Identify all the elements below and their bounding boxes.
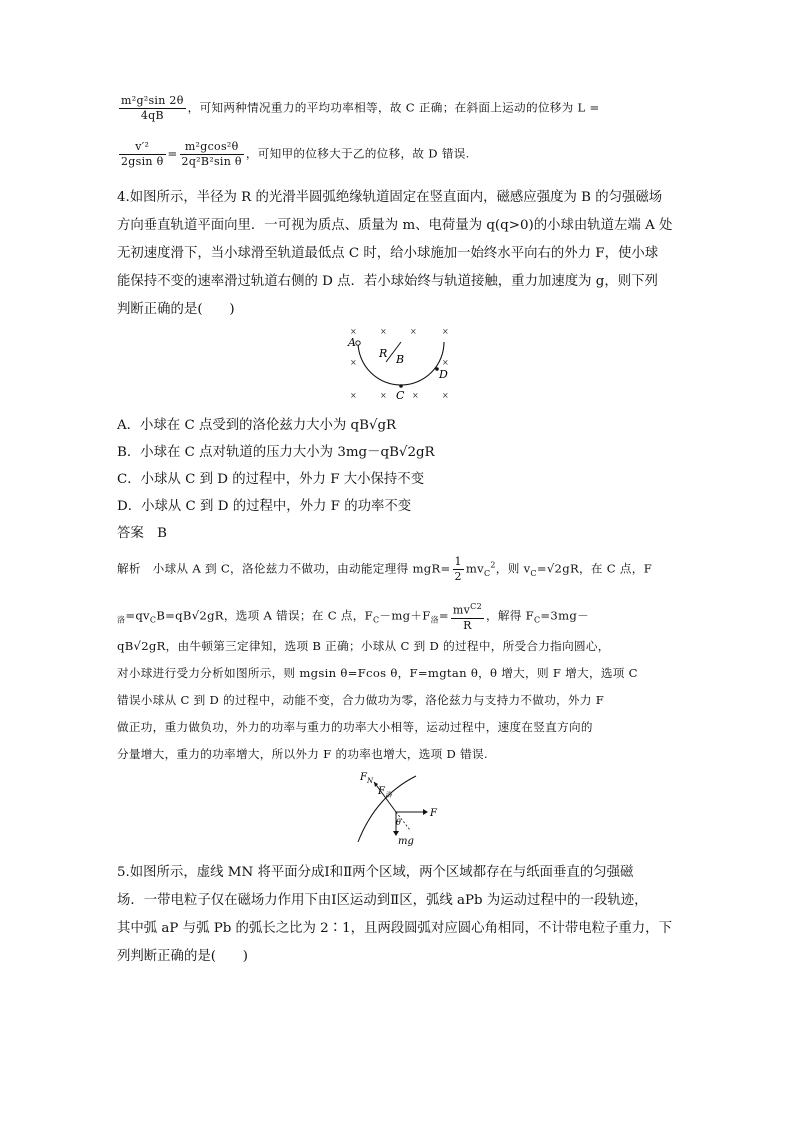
q4-option: C．小球从 C 到 D 的过程中，外力 F 大小保持不变 — [117, 472, 425, 487]
semicircle-track-figure — [330, 322, 460, 402]
svg-text:×: × — [380, 327, 387, 336]
fraction: $\frac{\text{m²gcos²θ}}{\text{2q²B²sin θ}}$ — [181, 140, 242, 168]
fig1-label: R — [379, 347, 388, 360]
q5-stem-line: 其中弧 aP 与弧 Pb 的弧长之比为 2∶1，且两段圆弧对应圆心角相同，不计带电粒子重力，下 — [117, 921, 672, 936]
fig1-label: C — [396, 389, 405, 402]
fig2-label: $F_洛$ — [378, 786, 392, 799]
fraction: $\frac{\text{v′²}}{\text{2gsin θ}}$ — [121, 140, 164, 168]
fraction: $\frac{mv^{C2}}{R}$ — [452, 602, 482, 632]
q4-option: B．小球在 C 点对轨道的压力大小为 3mg－qB√2gR — [117, 445, 435, 460]
q5-stem-line: 5.如图所示，虚线 MN 将平面分成Ⅰ和Ⅱ两个区域，两个区域都存在与纸面垂直的匀强磁 — [117, 865, 634, 880]
svg-text:×: × — [350, 327, 357, 336]
prev-solution-line-2: $\frac{\text{v′²}}{\text{2gsin θ}}$ = $\frac{\text{m²gcos²θ}}{\text{2q²B²sin θ}}$ ，可知甲的位移大于乙的位移，故 D 错误. — [121, 140, 470, 168]
fig2-label: $F_N$ — [360, 772, 374, 785]
q4-stem-line: 4.如图所示，半径为 R 的光滑半圆弧绝缘轨道固定在竖直面内，磁感应强度为 B 的匀强磁场 — [117, 190, 663, 205]
prev-solution-line-1: $\frac{\text{m²g²sin 2θ}}{4qB}$ ，可知两种情况重力的平均功率相等，故 C 正确；在斜面上运动的位移为 L = — [121, 94, 600, 122]
q4-solution-line: 错误小球从 C 到 D 的过程中，动能不变，合力做功为零，洛伦兹力与支持力不做功，外力 F — [117, 693, 605, 707]
q4-solution-line: 分量增大，重力的功率增大，所以外力 F 的功率也增大，选项 D 错误. — [117, 747, 488, 761]
point-c — [399, 384, 403, 388]
svg-text:×: × — [380, 391, 387, 400]
svg-text:×: × — [350, 391, 357, 400]
fraction: $\frac{1}{2}$ — [454, 555, 462, 583]
q4-stem-line: 方向垂直轨道平面向里．一可视为质点、质量为 m、电荷量为 q(q>0)的小球由轨道左端 A 处 — [117, 218, 673, 233]
q4-solution-line: $_洛=qv_CB=qB√2gR$，选项 A 错误；在 C 点，$F_C-mg+F_洛=$ $\frac{mv^{C2}}{R}$ ，解得 $F_C=3mg-$ — [117, 602, 590, 632]
svg-text:×: × — [442, 358, 449, 367]
svg-text:×: × — [410, 327, 417, 336]
fraction: $\frac{\text{m²g²sin 2θ}}{4qB}$ — [121, 94, 184, 122]
svg-text:×: × — [442, 327, 449, 336]
svg-text:×: × — [442, 391, 449, 400]
q5-stem-line: 列判断正确的是( ) — [117, 949, 248, 964]
svg-text:×: × — [350, 358, 357, 367]
q4-solution-line: 解析 小球从 A 到 C，洛伦兹力不做功，由动能定理得 mgR= $\frac{1}{2}$ $mv_C^2$，则 $v_C=√2gR$，在 C 点，F — [117, 555, 653, 583]
q4-stem-line: 能保持不变的速率滑过轨道右侧的 D 点．若小球始终与轨道接触，重力加速度为 g，则下列 — [117, 274, 658, 289]
force-analysis-figure — [350, 768, 450, 848]
q4-option: D．小球从 C 到 D 的过程中，外力 F 的功率不变 — [117, 499, 412, 514]
q4-stem-line: 判断正确的是( ) — [117, 302, 235, 317]
q4-solution-line: 做正功，重力做负功，外力的功率与重力的功率大小相等，运动过程中，速度在竖直方向的 — [117, 720, 593, 734]
ball-at-a — [356, 341, 360, 345]
q4-option: A．小球在 C 点受到的洛伦兹力大小为 qB√gR — [117, 418, 397, 433]
fig1-label: A — [348, 336, 356, 349]
fig1-label: D — [439, 368, 448, 381]
q5-stem-line: 场．一带电粒子仅在磁场力作用下由Ⅰ区运动到Ⅱ区，弧线 aPb 为运动过程中的一段轨迹， — [117, 893, 648, 908]
q4-solution-line: qB√2gR，由牛顿第三定律知，选项 B 正确；小球从 C 到 D 的过程中，所受合力指向圆心， — [117, 639, 610, 653]
q4-stem-line: 无初速度滑下，当小球滑至轨道最低点 C 时，给小球施加一始终水平向右的外力 F，使小球 — [117, 246, 659, 261]
fig2-label: mg — [398, 836, 414, 847]
fig1-label: B — [396, 353, 405, 366]
track-arc — [358, 776, 416, 842]
q4-answer: 答案 B — [117, 526, 168, 541]
fig2-label: F — [430, 808, 437, 819]
svg-text:×: × — [412, 391, 419, 400]
arrowhead — [423, 809, 428, 815]
q4-solution-line: 对小球进行受力分析如图所示，则 mgsin θ=Fcos θ，F=mgtan θ，θ 增大，则 F 增大，选项 C — [117, 666, 638, 680]
fig2-label: θ — [396, 818, 401, 827]
